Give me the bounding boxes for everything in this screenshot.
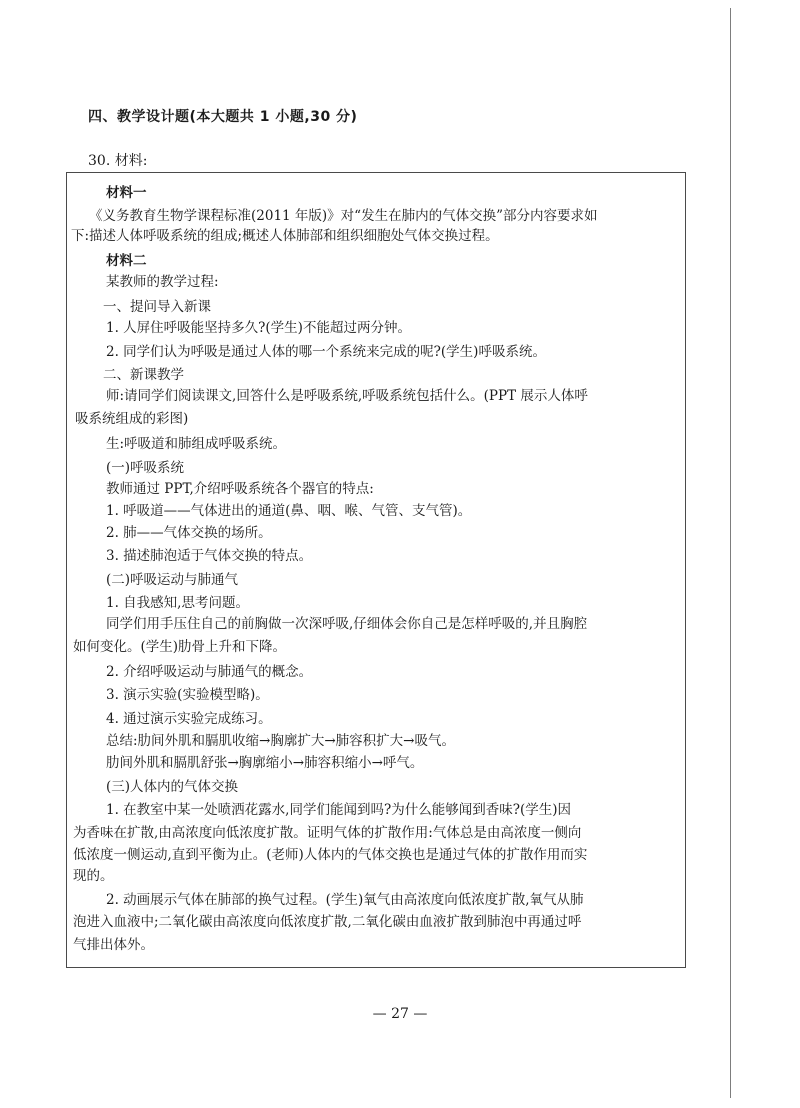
material-line: 总结:肋间外肌和膈肌收缩→胸廓扩大→肺容积扩大→吸气。 <box>106 733 455 749</box>
material-line: 3. 演示实验(实验模型略)。 <box>106 687 269 703</box>
material-line: 吸系统组成的彩图) <box>75 411 189 427</box>
material-subheading: 材料一 <box>106 185 147 201</box>
material-line: 气排出体外。 <box>73 937 154 953</box>
material-line: 教师通过 PPT,介绍呼吸系统各个器官的特点: <box>106 481 374 497</box>
material-line: 某教师的教学过程: <box>106 274 219 290</box>
page-number: — 27 — <box>372 1006 428 1022</box>
material-line: 泡进入血液中;二氧化碳由高浓度向低浓度扩散,二氧化碳由血液扩散到肺泡中再通过呼 <box>73 914 582 930</box>
material-line: 同学们用手压住自己的前胸做一次深呼吸,仔细体会你自己是怎样呼吸的,并且胸腔 <box>106 616 588 632</box>
material-line: 生:呼吸道和肺组成呼吸系统。 <box>106 436 287 452</box>
material-line: 2. 动画展示气体在肺部的换气过程。(学生)氧气由高浓度向低浓度扩散,氧气从肺 <box>106 892 584 908</box>
section-heading: 四、教学设计题(本大题共 1 小题,30 分) <box>88 109 358 125</box>
material-line: 2. 介绍呼吸运动与肺通气的概念。 <box>106 664 313 680</box>
material-line: 如何变化。(学生)肋骨上升和下降。 <box>73 639 287 655</box>
material-line: 二、新课教学 <box>103 367 184 383</box>
material-line: 1. 呼吸道——气体进出的通道(鼻、咽、喉、气管、支气管)。 <box>106 503 472 519</box>
material-line: (三)人体内的气体交换 <box>106 779 239 795</box>
material-line: 3. 描述肺泡适于气体交换的特点。 <box>106 548 313 564</box>
material-line: 1. 人屏住呼吸能坚持多久?(学生)不能超过两分钟。 <box>106 320 411 336</box>
material-line: 4. 通过演示实验完成练习。 <box>106 711 272 727</box>
material-subheading: 材料二 <box>106 253 147 269</box>
material-line: 《义务教育生物学课程标准(2011 年版)》对“发生在肺内的气体交换”部分内容要求如 <box>89 208 598 224</box>
material-line: 低浓度一侧运动,直到平衡为止。(老师)人体内的气体交换也是通过气体的扩散作用而实 <box>73 847 588 863</box>
question-label: 30. 材料: <box>88 153 148 169</box>
material-line: 1. 在教室中某一处喷洒花露水,同学们能闻到吗?为什么能够闻到香味?(学生)因 <box>106 802 571 818</box>
material-line: (二)呼吸运动与肺通气 <box>106 572 239 588</box>
material-line: 下:描述人体呼吸系统的组成;概述人体肺部和组织细胞处气体交换过程。 <box>71 228 499 244</box>
material-line: 1. 自我感知,思考问题。 <box>106 595 249 611</box>
material-line: 现的。 <box>73 868 114 884</box>
material-line: 一、提问导入新课 <box>103 299 211 315</box>
material-line: 肋间外肌和膈肌舒张→胸廓缩小→肺容积缩小→呼气。 <box>106 755 424 771</box>
material-line: 2. 肺——气体交换的场所。 <box>106 525 272 541</box>
material-line: (一)呼吸系统 <box>106 460 185 476</box>
material-line: 2. 同学们认为呼吸是通过人体的哪一个系统来完成的呢?(学生)呼吸系统。 <box>106 344 546 360</box>
page-edge-line <box>730 8 731 1098</box>
material-line: 师:请同学们阅读课文,回答什么是呼吸系统,呼吸系统包括什么。(PPT 展示人体呼 <box>106 388 588 404</box>
material-line: 为香味在扩散,由高浓度向低浓度扩散。证明气体的扩散作用:气体总是由高浓度一侧向 <box>73 825 582 841</box>
